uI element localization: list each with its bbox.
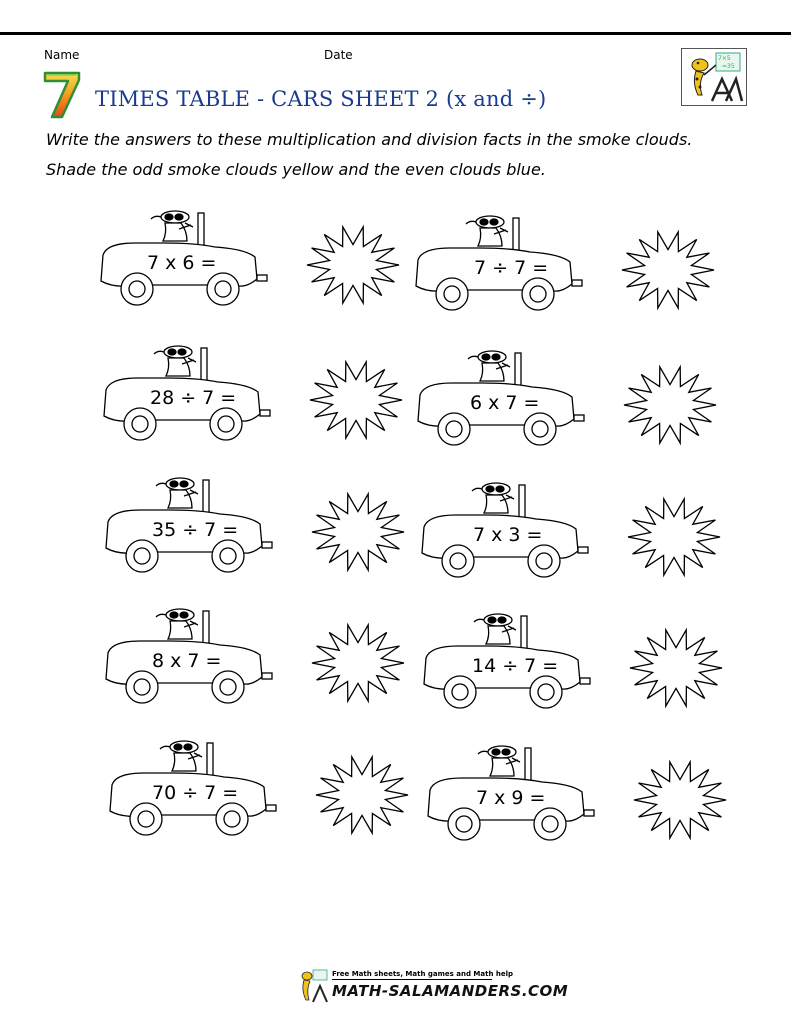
problem-equation: 7 x 3 =: [473, 524, 543, 546]
smoke-cloud-icon: [624, 367, 716, 443]
car-problem-card: [98, 340, 408, 470]
smoke-cloud-icon: [634, 762, 726, 838]
smoke-cloud-icon: [307, 227, 399, 303]
car-icon: [98, 340, 408, 470]
problem-equation: 70 ÷ 7 =: [152, 782, 239, 804]
footer-site: MATH-SALAMANDERS.COM: [332, 982, 569, 1000]
car-icon: [410, 210, 720, 340]
car-icon: [422, 740, 732, 870]
car-icon: [100, 472, 410, 602]
svg-text:7×5: 7×5: [718, 55, 731, 62]
smoke-cloud-icon: [310, 362, 402, 438]
car-problem-card: [418, 608, 728, 738]
problem-equation: 35 ÷ 7 =: [152, 519, 239, 541]
smoke-cloud-icon: [628, 499, 720, 575]
car-problem-card: [422, 740, 732, 870]
car-icon: [416, 477, 726, 607]
car-problem-card: [412, 345, 722, 475]
smoke-cloud-icon: [622, 232, 714, 308]
problem-equation: 8 x 7 =: [152, 650, 222, 672]
car-problem-card: [104, 735, 414, 865]
footer-tagline: Free Math sheets, Math games and Math help: [332, 970, 514, 978]
smoke-cloud-icon: [316, 757, 408, 833]
car-problem-card: [95, 205, 405, 335]
car-problem-card: [410, 210, 720, 340]
instruction-line-2: Shade the odd smoke clouds yellow and the even clouds blue.: [46, 160, 546, 179]
page-title: TIMES TABLE - CARS SHEET 2 (x and ÷): [95, 87, 547, 111]
top-rule: [0, 32, 791, 35]
instruction-line-1: Write the answers to these multiplication and division facts in the smoke clouds.: [46, 130, 693, 149]
problem-equation: 7 ÷ 7 =: [474, 257, 549, 279]
problem-equation: 28 ÷ 7 =: [150, 387, 237, 409]
footer-rule: [332, 979, 492, 980]
date-label: Date: [324, 48, 353, 62]
car-problem-card: [100, 603, 410, 733]
problem-equation: 14 ÷ 7 =: [472, 655, 559, 677]
problem-equation: 7 x 6 =: [147, 252, 217, 274]
problem-equation: 6 x 7 =: [470, 392, 540, 414]
car-icon: [418, 608, 728, 738]
car-problem-card: [416, 477, 726, 607]
big-seven-icon: [42, 70, 82, 120]
car-icon: [412, 345, 722, 475]
smoke-cloud-icon: [630, 630, 722, 706]
car-icon: [100, 603, 410, 733]
car-problem-card: [100, 472, 410, 602]
smoke-cloud-icon: [312, 625, 404, 701]
footer-logo-icon: [295, 968, 331, 1004]
salamander-logo-icon: [681, 48, 747, 106]
car-icon: [95, 205, 405, 335]
car-icon: [104, 735, 414, 865]
svg-text:=35: =35: [722, 63, 735, 70]
problem-equation: 7 x 9 =: [476, 787, 546, 809]
name-label: Name: [44, 48, 80, 62]
smoke-cloud-icon: [312, 494, 404, 570]
